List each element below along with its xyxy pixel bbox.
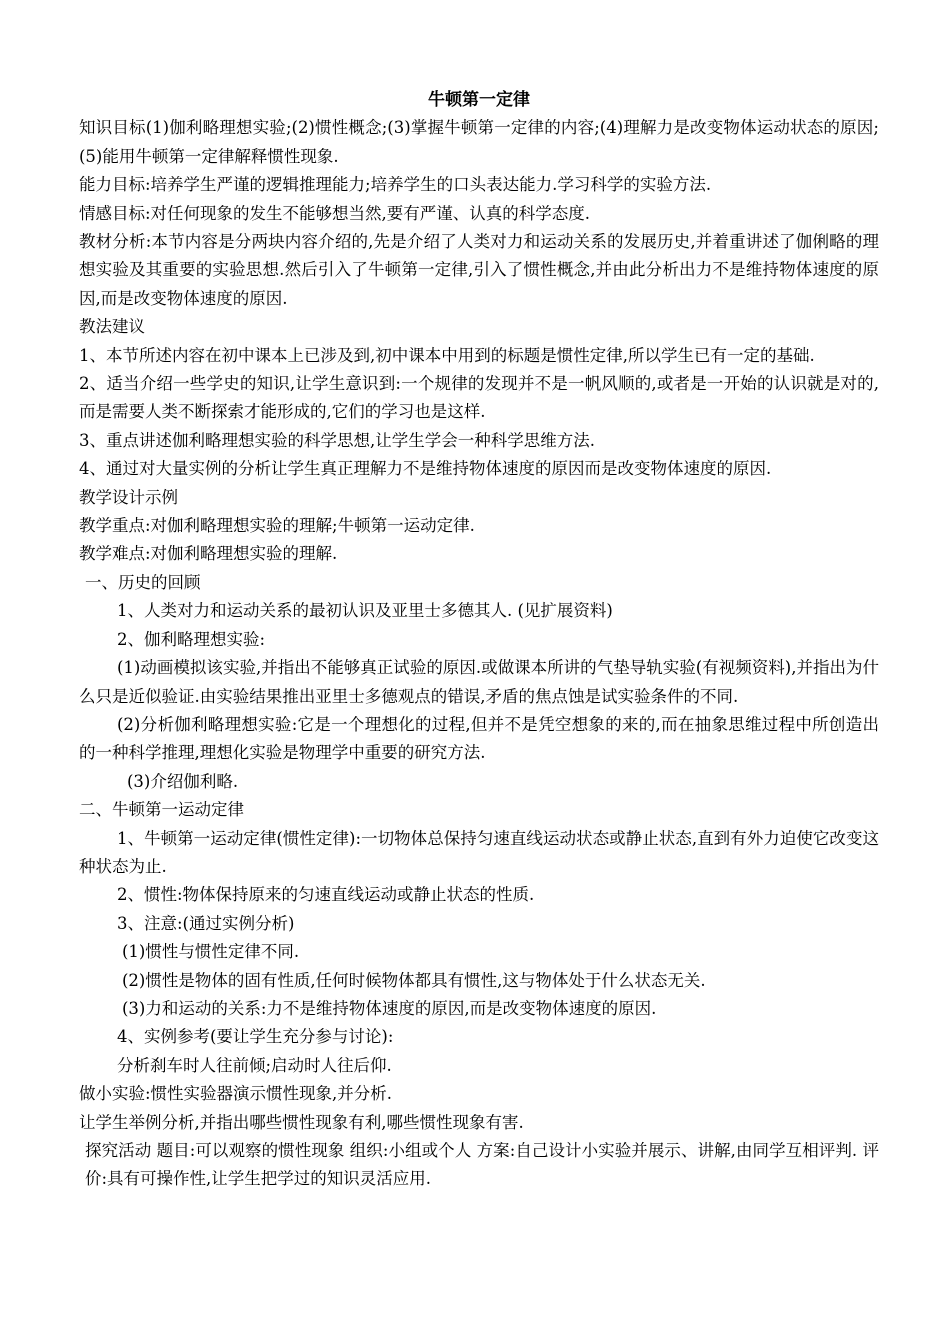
emotion-goals: 情感目标:对任何现象的发生不能够想当然,要有严谨、认真的科学态度. <box>79 203 591 223</box>
inquiry-activity: 探究活动 题目:可以观察的惯性现象 组织:小组或个人 方案:自己设计小实验并展示、讲解,由同学互相评判. 评价:具有可操作性,让学生把学过的知识灵活应用. <box>85 1141 879 1189</box>
suggestion-4: 4、通过对大量实例的分析让学生真正理解力不是维持物体速度的原因而是改变物体速度的原因. <box>79 459 772 479</box>
document-page <box>79 86 879 1194</box>
section-1-heading: 一、历史的回顾 <box>85 572 201 592</box>
section-2-item-4: 4、实例参考(要让学生充分参与讨论): <box>117 1027 394 1047</box>
suggestion-1: 1、本节所述内容在初中课本上已涉及到,初中课本中用到的标题是惯性定律,所以学生已有一定的基础. <box>79 345 815 365</box>
design-example-heading: 教学设计示例 <box>79 487 178 507</box>
section-1-item-2-sub-1: (1)动画模拟该实验,并指出不能够真正试验的原因.或做课本所讲的气垫导轨实验(有视频资料),并指出为什么只是近似验证.由实验结果推出亚里士多德观点的错误,矛盾的焦点蚀是试实验条件的不同. <box>79 658 879 706</box>
textbook-analysis: 教材分析:本节内容是分两块内容介绍的,先是介绍了人类对力和运动关系的发展历史,并着重讲述了伽俐略的理想实验及其重要的实验思想.然后引入了牛顿第一定律,引入了惯性概念,并由此分析出力不是维持物体速度的原因,而是改变物体速度的原因. <box>79 232 879 308</box>
section-2-note-3: (3)力和运动的关系:力不是维持物体速度的原因,而是改变物体速度的原因. <box>122 998 657 1018</box>
teaching-suggestions-heading: 教法建议 <box>79 317 145 337</box>
section-2-note-2: (2)惯性是物体的固有性质,任何时候物体都具有惯性,这与物体处于什么状态无关. <box>122 970 706 990</box>
section-1-item-2-sub-2: (2)分析伽利略理想实验:它是一个理想化的过程,但并不是凭空想象的来的,而在抽象思维过程中所创造出的一种科学推理,理想化实验是物理学中重要的研究方法. <box>79 714 879 763</box>
student-examples: 让学生举例分析,并指出哪些惯性现象有利,哪些惯性现象有害. <box>79 1112 524 1132</box>
suggestion-3: 3、重点讲述伽利略理想实验的科学思想,让学生学会一种科学思维方法. <box>79 430 595 450</box>
ability-goals: 能力目标:培养学生严谨的逻辑推理能力;培养学生的口头表达能力.学习科学的实验方法. <box>79 175 712 195</box>
section-1-item-2-sub-3: (3)介绍伽利略. <box>127 771 239 791</box>
section-2-heading: 二、牛顿第一运动定律 <box>79 800 244 820</box>
suggestion-2: 2、适当介绍一些学史的知识,让学生意识到:一个规律的发现并不是一帆风顺的,或者是一开始的认识就是对的,而是需要人类不断探索才能形成的,它们的学习也是这样. <box>79 374 879 422</box>
difficult-point: 教学难点:对伽利略理想实验的理解. <box>79 544 338 564</box>
section-1-item-1: 1、人类对力和运动关系的最初认识及亚里士多德其人. (见扩展资料) <box>117 601 613 621</box>
knowledge-goals: 知识目标(1)伽利略理想实验;(2)惯性概念;(3)掌握牛顿第一定律的内容;(4)理解力是改变物体运动状态的原因; (5)能用牛顿第一定律解释惯性现象. <box>79 118 879 166</box>
mini-experiment: 做小实验:惯性实验器演示惯性现象,并分析. <box>79 1084 393 1104</box>
section-2-item-3: 3、注意:(通过实例分析) <box>117 913 295 933</box>
section-2-note-1: (1)惯性与惯性定律不同. <box>122 942 300 962</box>
page-title: 牛顿第一定律 <box>428 90 530 110</box>
section-1-item-2: 2、伽利略理想实验: <box>117 629 266 649</box>
example-analysis: 分析刹车时人往前倾;启动时人往后仰. <box>117 1055 392 1075</box>
section-2-item-1: 1、牛顿第一运动定律(惯性定律):一切物体总保持匀速直线运动状态或静止状态,直到有外力迫使它改变这种状态为止. <box>79 828 879 876</box>
key-point: 教学重点:对伽利略理想实验的理解;牛顿第一运动定律. <box>79 516 475 536</box>
section-2-item-2: 2、惯性:物体保持原来的匀速直线运动或静止状态的性质. <box>117 885 535 905</box>
